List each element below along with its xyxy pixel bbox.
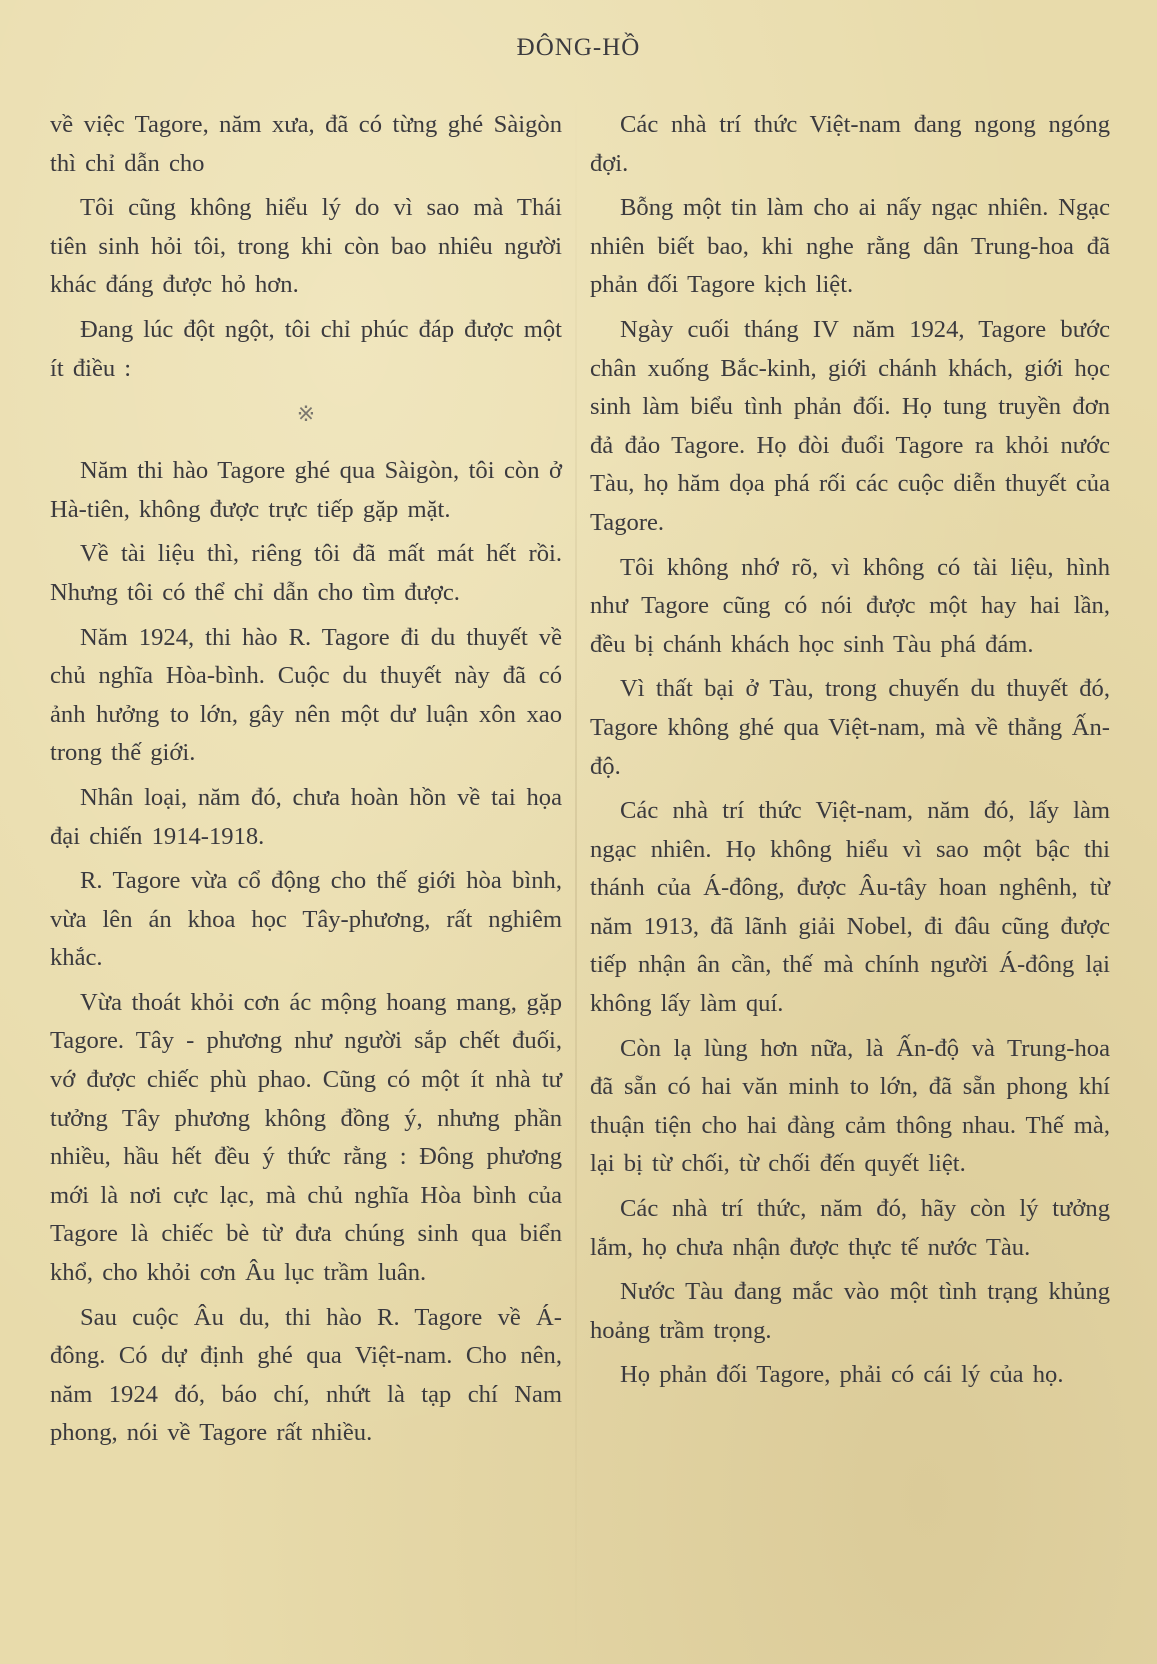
section-separator: ※ xyxy=(296,401,316,427)
paragraph: về việc Tagore, năm xưa, đã có từng ghé Sàigòn thì chỉ dẫn cho xyxy=(50,111,562,177)
paragraph: Về tài liệu thì, riêng tôi đã mất mát hết rồi. Nhưng tôi có thể chỉ dẫn cho tìm được. xyxy=(50,540,562,606)
paragraph: Năm thi hào Tagore ghé qua Sàigòn, tôi còn ở Hà-tiên, không được trực tiếp gặp mặt. xyxy=(50,457,562,523)
paragraph: Ngày cuối tháng IV năm 1924, Tagore bước chân xuống Bắc-kinh, giới chánh khách, giới học sinh làm biểu tình phản đối. Họ tung truyền đơn đả đảo Tagore. Họ đòi đuổi Tagore ra khỏi nước Tàu, họ hăm dọa phá rối các cuộc diễn thuyết của Tagore. xyxy=(590,315,1110,536)
paragraph: Năm 1924, thi hào R. Tagore đi du thuyết về chủ nghĩa Hòa-bình. Cuộc du thuyết này đã có ảnh hưởng to lớn, gây nên một dư luận xôn xao trong thế giới. xyxy=(50,623,562,767)
page-header-title: ĐÔNG-HỒ xyxy=(516,34,641,61)
left-column xyxy=(50,106,562,1459)
paragraph: Vì thất bại ở Tàu, trong chuyến du thuyết đó, Tagore không ghé qua Việt-nam, mà về thẳng Ấn-độ. xyxy=(590,675,1110,780)
paragraph: Còn lạ lùng hơn nữa, là Ấn-độ và Trung-hoa đã sẵn có hai văn minh to lớn, đã sẵn phong khí thuận tiện cho hai đàng cảm thông nhau. Thế mà, lại bị từ chối, từ chối đến quyết liệt. xyxy=(590,1034,1110,1178)
paragraph: Vừa thoát khỏi cơn ác mộng hoang mang, gặp Tagore. Tây - phương như người sắp chết đuối, vớ được chiếc phù phao. Cũng có một ít nhà tư tưởng Tây phương không đồng ý, nhưng phần nhiều, hầu hết đều ý thức rằng : Đông phương mới là nơi cực lạc, mà chủ nghĩa Hòa bình của Tagore là chiếc bè từ đưa chúng sinh qua biển khổ, cho khỏi cơn Âu lục trầm luân. xyxy=(50,988,562,1287)
paragraph: Các nhà trí thức Việt-nam đang ngong ngóng đợi. xyxy=(590,111,1110,177)
paragraph: Đang lúc đột ngột, tôi chỉ phúc đáp được một ít điều : xyxy=(50,315,562,382)
paragraph: R. Tagore vừa cổ động cho thế giới hòa bình, vừa lên án khoa học Tây-phương, rất nghiêm khắc. xyxy=(50,867,562,972)
paragraph: Họ phản đối Tagore, phải có cái lý của họ. xyxy=(620,1361,1064,1389)
paragraph: Tôi cũng không hiểu lý do vì sao mà Thái tiên sinh hỏi tôi, trong khi còn bao nhiêu người khác đáng được hỏ hơn. xyxy=(50,194,562,299)
paragraph: Nhân loại, năm đó, chưa hoàn hồn về tai họa đại chiến 1914-1918. xyxy=(50,783,562,850)
paragraph: Tôi không nhớ rõ, vì không có tài liệu, hình như Tagore cũng có nói được một hay hai lần, đều bị chánh khách học sinh Tàu phá đám. xyxy=(590,553,1110,658)
page-fold-shadow xyxy=(575,90,577,1660)
right-column xyxy=(590,106,1110,1401)
paragraph: Sau cuộc Âu du, thi hào R. Tagore về Á-đông. Có dự định ghé qua Việt-nam. Cho nên, năm 1924 đó, báo chí, nhứt là tạp chí Nam phong, nói về Tagore rất nhiều. xyxy=(50,1303,562,1447)
paragraph: Bỗng một tin làm cho ai nấy ngạc nhiên. Ngạc nhiên biết bao, khi nghe rằng dân Trung-hoa đã phản đối Tagore kịch liệt. xyxy=(590,194,1110,299)
paragraph: Các nhà trí thức Việt-nam, năm đó, lấy làm ngạc nhiên. Họ không hiểu vì sao một bậc thi thánh của Á-đông, được Âu-tây hoan nghênh, từ năm 1913, đã lãnh giải Nobel, đi đâu cũng được tiếp nhận ân cần, thế mà chính người Á-đông lại không lấy làm quí. xyxy=(590,797,1110,1018)
paragraph: Các nhà trí thức, năm đó, hãy còn lý tưởng lắm, họ chưa nhận được thực tế nước Tàu. xyxy=(590,1195,1110,1261)
paragraph: Nước Tàu đang mắc vào một tình trạng khủng hoảng trầm trọng. xyxy=(590,1278,1110,1344)
